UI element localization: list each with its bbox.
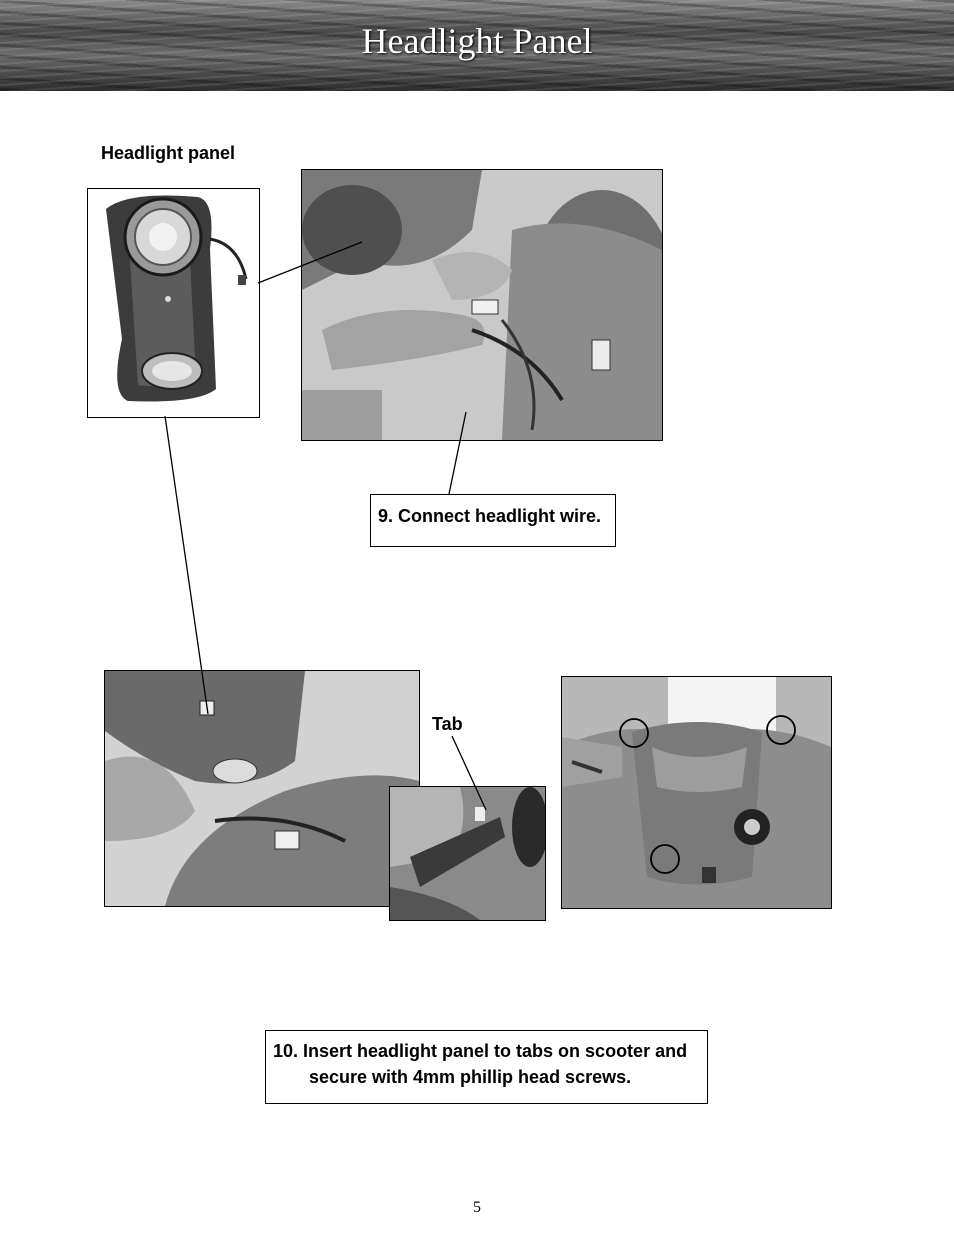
insert-panel-illustration xyxy=(105,671,419,906)
step-9-callout xyxy=(370,494,616,547)
step-10-text-line-1: 10. Insert headlight panel to tabs on scooter and xyxy=(273,1041,688,1061)
step-10-callout xyxy=(265,1030,708,1104)
step-9-text: 9. Connect headlight wire. xyxy=(378,506,602,526)
headlight-panel-photo xyxy=(87,188,260,418)
insert-panel-photo xyxy=(104,670,420,907)
tab-label: Tab xyxy=(432,714,463,734)
header-banner xyxy=(0,0,954,91)
step-10-text-line-2: secure with 4mm phillip head screws. xyxy=(309,1067,632,1087)
connect-wire-illustration xyxy=(302,170,662,440)
connect-wire-photo xyxy=(301,169,663,441)
tab-closeup-photo xyxy=(389,786,546,921)
tab-closeup-illustration xyxy=(390,787,545,920)
page-number: 5 xyxy=(473,1199,481,1216)
screw-locations-photo xyxy=(561,676,832,909)
headlight-panel-label: Headlight panel xyxy=(101,143,236,163)
page-title: Headlight Panel xyxy=(361,21,593,61)
headlight-panel-illustration xyxy=(88,189,259,417)
screw-locations-illustration xyxy=(562,677,831,908)
